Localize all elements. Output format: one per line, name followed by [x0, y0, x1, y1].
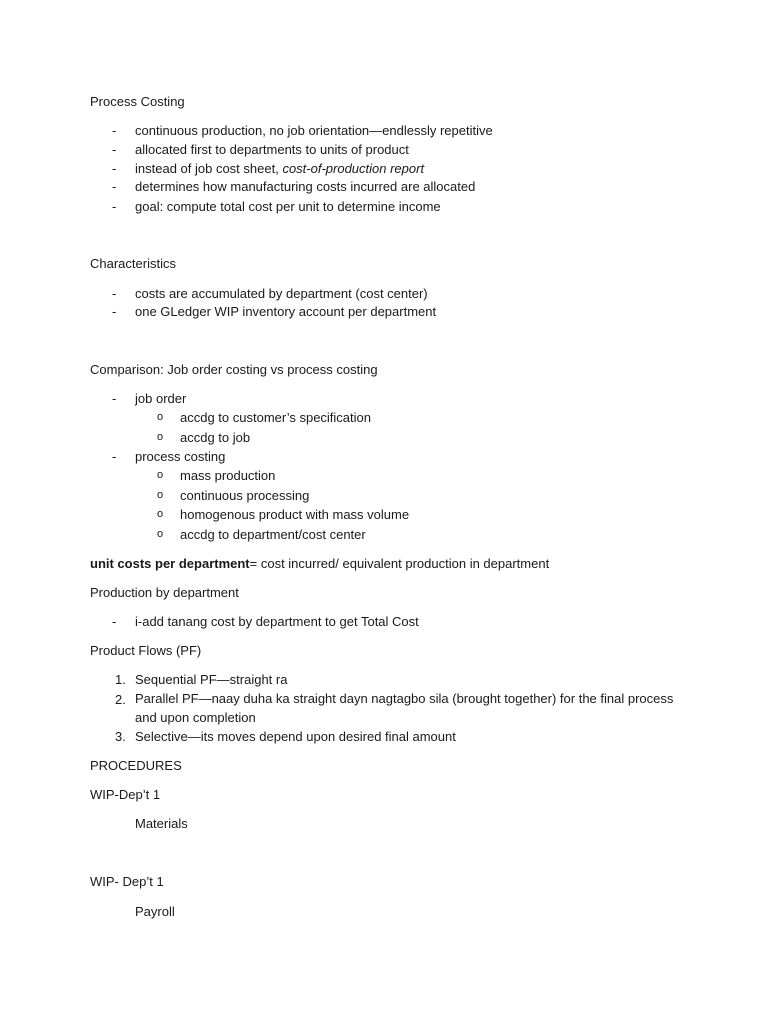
circle-bullet: o — [157, 508, 164, 520]
section-heading-production-by-department: Production by department — [90, 585, 239, 600]
journal-detail: Materials — [135, 816, 188, 831]
numbered-item-text: Sequential PF—straight ra — [135, 672, 288, 687]
item-number: 3. — [115, 729, 126, 744]
list-item — [0, 140, 768, 159]
unit-cost-formula — [90, 555, 549, 573]
list-item-text: one GLedger WIP inventory account per department — [135, 304, 437, 319]
dash-bullet: - — [112, 391, 117, 406]
section-heading-comparison: Comparison: Job order costing vs process costing — [90, 362, 378, 377]
list-item-text: continuous production, no job orientation—endlessly repetitive — [135, 123, 493, 138]
list-item-text: goal: compute total cost per unit to determine income — [135, 199, 441, 214]
numbered-item-text: Selective—its moves depend upon desired final amount — [135, 729, 456, 744]
sub-list-item — [0, 525, 768, 544]
journal-account: WIP- Dep’t 1 — [90, 874, 164, 889]
dash-bullet: - — [112, 123, 117, 138]
sub-list-item — [0, 486, 768, 505]
dash-bullet: - — [112, 304, 117, 319]
sub-list-item-text: accdg to job — [180, 430, 251, 445]
list-item — [0, 177, 768, 196]
dash-bullet: - — [112, 142, 117, 157]
list-item-text: determines how manufacturing costs incurred are allocated — [135, 179, 476, 194]
section-heading-procedures: PROCEDURES — [90, 758, 182, 773]
list-item — [0, 121, 768, 140]
list-item — [0, 197, 768, 216]
list-item-text: job order — [135, 391, 187, 406]
numbered-item-text: Parallel PF—naay duha ka straight dayn nagtagbo sila (brought together) for the final process and upon completion — [135, 691, 674, 725]
list-item-text-italic: cost-of-production report — [282, 161, 425, 176]
dash-bullet: - — [112, 614, 117, 629]
circle-bullet: o — [157, 469, 164, 481]
section-heading-characteristics: Characteristics — [90, 256, 176, 271]
list-item-text-plain: instead of job cost sheet, — [135, 161, 283, 176]
sub-list-item-text: accdg to customer’s specification — [180, 410, 372, 425]
numbered-item — [0, 727, 768, 746]
list-item-text — [135, 159, 424, 178]
dash-bullet: - — [112, 449, 117, 464]
list-item — [0, 612, 768, 631]
sub-list-item — [0, 428, 768, 447]
sub-list-item-text: continuous processing — [180, 488, 310, 503]
dash-bullet: - — [112, 199, 117, 214]
unit-cost-definition: = cost incurred/ equivalent production in department — [249, 556, 550, 571]
section-heading-product-flows: Product Flows (PF) — [90, 643, 202, 658]
list-item — [0, 389, 768, 408]
journal-account: WIP-Dep’t 1 — [90, 787, 161, 802]
list-item-text: i-add tanang cost by department to get Total Cost — [135, 614, 419, 629]
item-number: 1. — [115, 672, 126, 687]
circle-bullet: o — [157, 431, 164, 443]
dash-bullet: - — [112, 286, 117, 301]
list-item — [0, 447, 768, 466]
sub-list-item-text: mass production — [180, 468, 276, 483]
sub-list-item — [0, 505, 768, 524]
circle-bullet: o — [157, 411, 164, 423]
list-item — [0, 284, 768, 303]
section-heading-process-costing: Process Costing — [90, 94, 185, 109]
numbered-item — [0, 690, 768, 728]
circle-bullet: o — [157, 489, 164, 501]
journal-detail: Payroll — [135, 904, 175, 919]
list-item-text: allocated first to departments to units of product — [135, 142, 409, 157]
list-item — [0, 302, 768, 321]
sub-list-item — [0, 466, 768, 485]
dash-bullet: - — [112, 161, 117, 176]
sub-list-item-text: homogenous product with mass volume — [180, 507, 410, 522]
dash-bullet: - — [112, 179, 117, 194]
unit-cost-term: unit costs per department — [90, 556, 250, 571]
sub-list-item-text: accdg to department/cost center — [180, 527, 366, 542]
numbered-item — [0, 670, 768, 689]
list-item-text: process costing — [135, 449, 226, 464]
list-item — [0, 159, 768, 178]
item-number: 2. — [115, 692, 126, 707]
sub-list-item — [0, 408, 768, 427]
list-item-text: costs are accumulated by department (cost center) — [135, 286, 428, 301]
circle-bullet: o — [157, 528, 164, 540]
